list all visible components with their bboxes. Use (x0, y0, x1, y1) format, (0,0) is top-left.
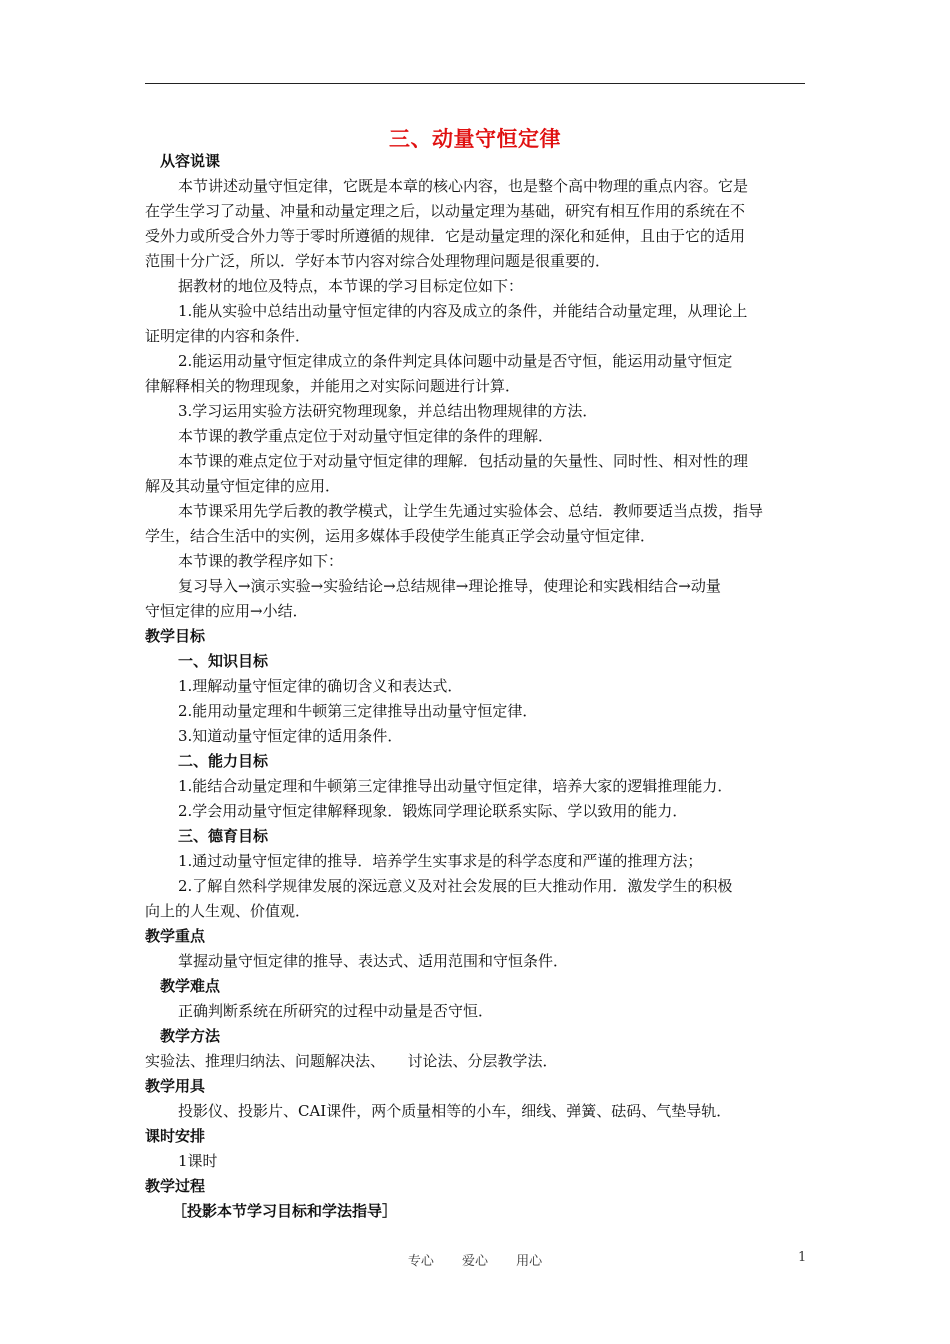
footer-text-c: 用心 (516, 1254, 543, 1269)
intro-line: 学生，结合生活中的实例，运用多媒体手段使学生能真正学会动量守恒定律． (145, 527, 656, 545)
intro-line: 复习导入→演示实验→实验结论→总结规律→理论推导，使理论和实践相结合→动量 (178, 577, 721, 595)
moral-item: 向上的人生观、价值观． (145, 902, 311, 920)
moral-item: 1.通过动量守恒定律的推导．培养学生实事求是的科学态度和严谨的推理方法； (178, 852, 703, 870)
subsection-knowledge: 一、知识目标 (178, 652, 269, 670)
intro-line: 据教材的地位及特点，本节课的学习目标定位如下： (178, 277, 524, 295)
intro-line: 受外力或所受合外力等于零时所遵循的规律．它是动量定理的深化和延伸，且由于它的适用 (145, 227, 746, 245)
ability-item: 1.能结合动量定理和牛顿第三定律推导出动量守恒定律，培养大家的逻辑推理能力． (178, 777, 733, 795)
section-hours: 课时安排 (145, 1127, 206, 1145)
intro-line: 本节课的教学程序如下： (178, 552, 344, 570)
knowledge-item: 3.知道动量守恒定律的适用条件． (178, 727, 403, 745)
header-rule (145, 83, 805, 84)
moral-item: 2.了解自然科学规律发展的深远意义及对社会发展的巨大推动作用．激发学生的积极 (178, 877, 733, 895)
intro-line: 3.学习运用实验方法研究物理现象，并总结出物理规律的方法． (178, 402, 598, 420)
subsection-ability: 二、能力目标 (178, 752, 269, 770)
section-congrong: 从容说课 (160, 152, 221, 170)
section-methods: 教学方法 (160, 1027, 221, 1045)
process-first-step: ［投影本节学习目标和学法指导］ (172, 1202, 398, 1220)
section-tools: 教学用具 (145, 1077, 206, 1095)
intro-line: 范围十分广泛，所以．学好本节内容对综合处理物理问题是很重要的． (145, 252, 611, 270)
intro-line: 证明定律的内容和条件． (145, 327, 311, 345)
ability-item: 2.学会用动量守恒定律解释现象．锻炼同学理论联系实际、学以致用的能力． (178, 802, 688, 820)
footer-text-b: 爱心 (461, 1254, 488, 1269)
methods-text: 实验法、推理归纳法、问题解决法、 讨论法、分层教学法． (145, 1052, 558, 1070)
section-process: 教学过程 (145, 1177, 206, 1195)
page-title: 三、动量守恒定律 (389, 126, 561, 151)
intro-line: 本节课采用先学后教的教学模式，让学生先通过实验体会、总结．教师要适当点拨，指导 (178, 502, 764, 520)
knowledge-item: 2.能用动量定理和牛顿第三定律推导出动量守恒定律． (178, 702, 538, 720)
section-difficulty: 教学难点 (160, 977, 221, 995)
subsection-moral: 三、德育目标 (178, 827, 269, 845)
page-number: 1 (798, 1250, 807, 1265)
difficulty-text: 正确判断系统在所研究的过程中动量是否守恒． (178, 1002, 494, 1020)
tools-text: 投影仪、投影片、CAI课件，两个质量相等的小车，细线、弹簧、砝码、气垫导轨． (178, 1102, 732, 1120)
intro-line: 解及其动量守恒定律的应用． (145, 477, 341, 495)
intro-line: 1.能从实验中总结出动量守恒定律的内容及成立的条件，并能结合动量定理，从理论上 (178, 302, 748, 320)
section-teaching-goals: 教学目标 (145, 627, 206, 645)
section-key-point: 教学重点 (145, 927, 206, 945)
intro-line: 2.能运用动量守恒定律成立的条件判定具体问题中动量是否守恒，能运用动量守恒定 (178, 352, 733, 370)
key-point-text: 掌握动量守恒定律的推导、表达式、适用范围和守恒条件． (178, 952, 569, 970)
intro-line: 在学生学习了动量、冲量和动量定理之后，以动量定理为基础，研究有相互作用的系统在不 (145, 202, 746, 220)
intro-line: 律解释相关的物理现象，并能用之对实际问题进行计算． (145, 377, 521, 395)
intro-line: 本节课的难点定位于对动量守恒定律的理解．包括动量的矢量性、同时性、相对性的理 (178, 452, 749, 470)
hours-text: 1课时 (178, 1152, 218, 1170)
page-footer (0, 1250, 950, 1269)
knowledge-item: 1.理解动量守恒定律的确切含义和表达式． (178, 677, 463, 695)
intro-line: 守恒定律的应用→小结． (145, 602, 308, 620)
footer-text-a: 专心 (407, 1254, 434, 1269)
intro-line: 本节讲述动量守恒定律，它既是本章的核心内容，也是整个高中物理的重点内容。它是 (178, 177, 749, 195)
intro-line: 本节课的教学重点定位于对动量守恒定律的条件的理解． (178, 427, 554, 445)
